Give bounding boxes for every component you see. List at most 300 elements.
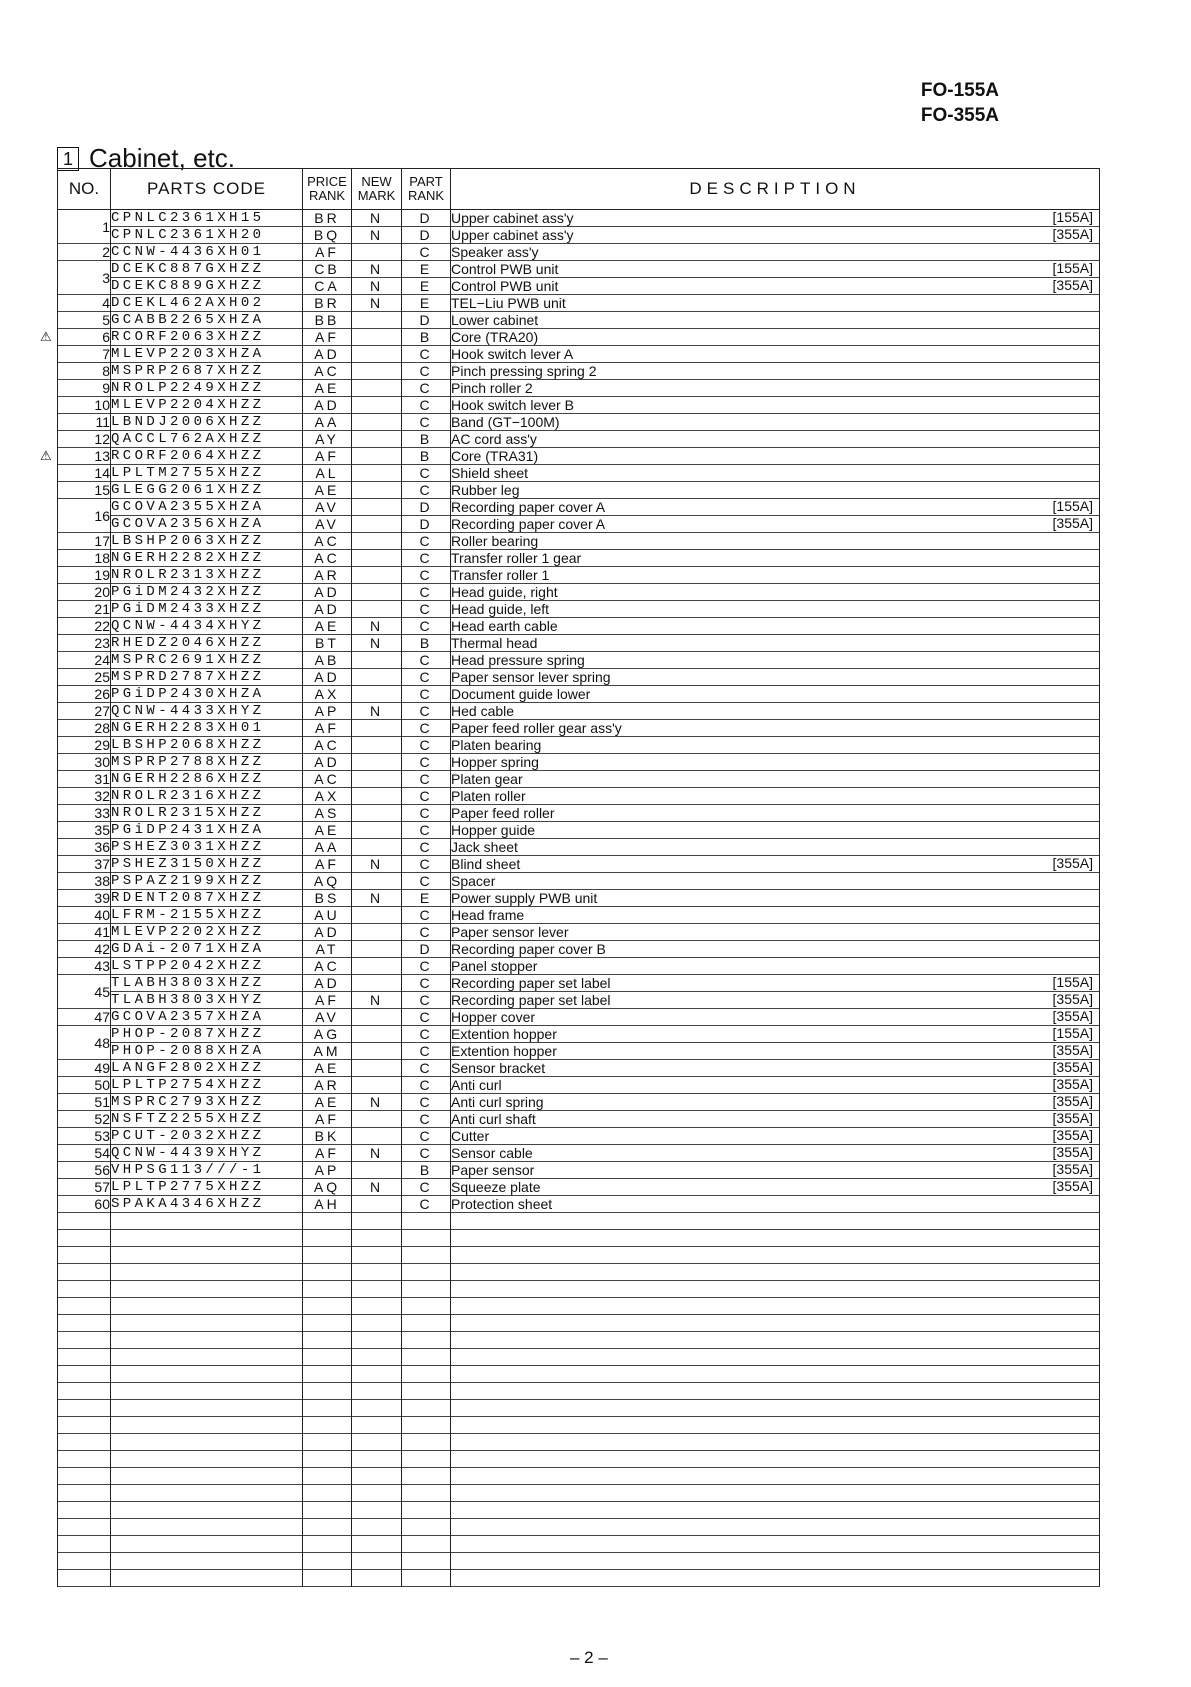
empty-cell xyxy=(402,1383,451,1400)
parts-code: GCABB2265XHZA xyxy=(111,312,303,329)
table-row xyxy=(58,754,1100,771)
table-row xyxy=(58,1145,1100,1162)
table-row xyxy=(58,312,1100,329)
part-rank: C xyxy=(402,1094,451,1111)
model-note: [155A] xyxy=(1052,498,1093,514)
description xyxy=(451,1196,1100,1213)
col-new-mark: NEW MARK xyxy=(352,169,402,210)
empty-row xyxy=(58,1553,1100,1570)
empty-cell xyxy=(352,1519,402,1536)
empty-cell xyxy=(58,1247,111,1264)
price-rank: AQ xyxy=(303,873,352,890)
parts-code: RHEDZ2046XHZZ xyxy=(111,635,303,652)
table-header-row xyxy=(58,169,1100,210)
empty-cell xyxy=(402,1553,451,1570)
empty-cell xyxy=(111,1400,303,1417)
new-mark xyxy=(352,737,402,754)
empty-cell xyxy=(451,1213,1100,1230)
empty-cell xyxy=(402,1536,451,1553)
table-row xyxy=(58,499,1100,516)
new-mark xyxy=(352,363,402,380)
description-text: Paper feed roller gear ass'y xyxy=(451,720,622,736)
empty-cell xyxy=(352,1451,402,1468)
description xyxy=(451,567,1100,584)
empty-cell xyxy=(451,1247,1100,1264)
parts-code: GCOVA2356XHZA xyxy=(111,516,303,533)
row-number: 13 xyxy=(58,448,111,465)
row-number: 8 xyxy=(58,363,111,380)
empty-cell xyxy=(58,1434,111,1451)
empty-cell xyxy=(58,1553,111,1570)
empty-cell xyxy=(58,1315,111,1332)
row-number: 52 xyxy=(58,1111,111,1128)
empty-cell xyxy=(111,1298,303,1315)
empty-cell xyxy=(303,1519,352,1536)
new-mark: N xyxy=(352,295,402,312)
model-numbers xyxy=(921,78,999,128)
description xyxy=(451,261,1100,278)
new-mark xyxy=(352,652,402,669)
new-mark xyxy=(352,805,402,822)
empty-row xyxy=(58,1315,1100,1332)
new-mark xyxy=(352,907,402,924)
model-note: [355A] xyxy=(1052,1144,1093,1160)
row-number: 57 xyxy=(58,1179,111,1196)
parts-code: LANGF2802XHZZ xyxy=(111,1060,303,1077)
empty-cell xyxy=(111,1281,303,1298)
empty-row xyxy=(58,1519,1100,1536)
parts-code: GDAi-2071XHZA xyxy=(111,941,303,958)
description-text: Cutter xyxy=(451,1128,490,1144)
table-row xyxy=(58,1026,1100,1043)
parts-code: NROLR2313XHZZ xyxy=(111,567,303,584)
part-rank: C xyxy=(402,686,451,703)
description-text: Thermal head xyxy=(451,635,538,651)
new-mark xyxy=(352,516,402,533)
empty-cell xyxy=(303,1230,352,1247)
description-text: Paper feed roller xyxy=(451,805,555,821)
description xyxy=(451,890,1100,907)
table-row xyxy=(58,1009,1100,1026)
price-rank: AC xyxy=(303,363,352,380)
row-number: 4 xyxy=(58,295,111,312)
table-row xyxy=(58,1077,1100,1094)
part-rank: D xyxy=(402,210,451,227)
row-number: 31 xyxy=(58,771,111,788)
new-mark xyxy=(352,1060,402,1077)
new-mark: N xyxy=(352,618,402,635)
row-number: 10 xyxy=(58,397,111,414)
part-rank: C xyxy=(402,601,451,618)
new-mark xyxy=(352,465,402,482)
part-rank: C xyxy=(402,958,451,975)
parts-code: NGERH2283XH01 xyxy=(111,720,303,737)
table-row xyxy=(58,1094,1100,1111)
new-mark xyxy=(352,686,402,703)
empty-cell xyxy=(58,1536,111,1553)
row-number: 12 xyxy=(58,431,111,448)
model-note: [355A] xyxy=(1052,1042,1093,1058)
part-rank: C xyxy=(402,1111,451,1128)
empty-cell xyxy=(451,1332,1100,1349)
empty-cell xyxy=(402,1400,451,1417)
price-rank: AS xyxy=(303,805,352,822)
parts-code: CPNLC2361XH15 xyxy=(111,210,303,227)
empty-cell xyxy=(58,1281,111,1298)
empty-cell xyxy=(402,1485,451,1502)
parts-code: PSPAZ2199XHZZ xyxy=(111,873,303,890)
price-rank: AE xyxy=(303,1060,352,1077)
price-rank: AV xyxy=(303,516,352,533)
description-text: Panel stopper xyxy=(451,958,538,974)
part-rank: C xyxy=(402,1196,451,1213)
description-text: Pinch roller 2 xyxy=(451,380,533,396)
empty-cell xyxy=(451,1349,1100,1366)
table-row xyxy=(58,465,1100,482)
description xyxy=(451,363,1100,380)
row-number: 16 xyxy=(58,499,111,533)
row-number: 3 xyxy=(58,261,111,295)
description xyxy=(451,380,1100,397)
new-mark xyxy=(352,1162,402,1179)
empty-cell xyxy=(352,1502,402,1519)
row-number: 22 xyxy=(58,618,111,635)
part-rank: E xyxy=(402,295,451,312)
new-mark xyxy=(352,975,402,992)
part-rank: B xyxy=(402,431,451,448)
table-row xyxy=(58,210,1100,227)
row-number: 17 xyxy=(58,533,111,550)
price-rank: AD xyxy=(303,397,352,414)
empty-cell xyxy=(352,1553,402,1570)
part-rank: C xyxy=(402,822,451,839)
empty-cell xyxy=(402,1332,451,1349)
new-mark xyxy=(352,941,402,958)
description xyxy=(451,329,1100,346)
description xyxy=(451,669,1100,686)
part-rank: B xyxy=(402,329,451,346)
empty-cell xyxy=(303,1298,352,1315)
empty-cell xyxy=(352,1264,402,1281)
empty-cell xyxy=(111,1502,303,1519)
table-row xyxy=(58,584,1100,601)
table-row xyxy=(58,890,1100,907)
empty-cell xyxy=(451,1298,1100,1315)
empty-cell xyxy=(303,1451,352,1468)
empty-cell xyxy=(58,1264,111,1281)
price-rank: BS xyxy=(303,890,352,907)
new-mark xyxy=(352,499,402,516)
empty-cell xyxy=(111,1519,303,1536)
description xyxy=(451,1094,1100,1111)
description xyxy=(451,1026,1100,1043)
table-row xyxy=(58,414,1100,431)
parts-code: DCEKC889GXHZZ xyxy=(111,278,303,295)
empty-cell xyxy=(58,1230,111,1247)
section-number: 1 xyxy=(57,147,79,171)
table-row xyxy=(58,771,1100,788)
table-row xyxy=(58,975,1100,992)
description-text: Control PWB unit xyxy=(451,261,559,277)
empty-cell xyxy=(451,1315,1100,1332)
empty-row xyxy=(58,1230,1100,1247)
description-text: Platen gear xyxy=(451,771,523,787)
model-note: [355A] xyxy=(1052,1127,1093,1143)
empty-row xyxy=(58,1349,1100,1366)
empty-row xyxy=(58,1332,1100,1349)
table-row xyxy=(58,1196,1100,1213)
new-mark xyxy=(352,567,402,584)
model-note: [355A] xyxy=(1052,1008,1093,1024)
description xyxy=(451,346,1100,363)
row-number: 60 xyxy=(58,1196,111,1213)
parts-code: CPNLC2361XH20 xyxy=(111,227,303,244)
empty-cell xyxy=(402,1349,451,1366)
parts-code: QCNW-4439XHYZ xyxy=(111,1145,303,1162)
part-rank: D xyxy=(402,499,451,516)
empty-cell xyxy=(451,1264,1100,1281)
empty-row xyxy=(58,1485,1100,1502)
part-rank: D xyxy=(402,227,451,244)
new-mark: N xyxy=(352,1145,402,1162)
price-rank: AD xyxy=(303,346,352,363)
empty-cell xyxy=(352,1434,402,1451)
description xyxy=(451,1179,1100,1196)
description xyxy=(451,1162,1100,1179)
new-mark: N xyxy=(352,635,402,652)
row-number: 39 xyxy=(58,890,111,907)
empty-row xyxy=(58,1213,1100,1230)
description xyxy=(451,1043,1100,1060)
price-rank: AP xyxy=(303,703,352,720)
model-note: [155A] xyxy=(1052,974,1093,990)
parts-code: PHOP-2087XHZZ xyxy=(111,1026,303,1043)
row-number: 54 xyxy=(58,1145,111,1162)
new-mark xyxy=(352,873,402,890)
description-text: Upper cabinet ass'y xyxy=(451,227,574,243)
description xyxy=(451,1060,1100,1077)
parts-code: NSFTZ2255XHZZ xyxy=(111,1111,303,1128)
empty-cell xyxy=(352,1315,402,1332)
part-rank: C xyxy=(402,363,451,380)
table-row xyxy=(58,244,1100,261)
description-text: Anti curl xyxy=(451,1077,502,1093)
empty-cell xyxy=(58,1570,111,1587)
part-rank: C xyxy=(402,1179,451,1196)
price-rank: AH xyxy=(303,1196,352,1213)
part-rank: C xyxy=(402,346,451,363)
section-title: Cabinet, etc. xyxy=(89,143,235,173)
empty-cell xyxy=(303,1247,352,1264)
table-row xyxy=(58,448,1100,465)
table-row xyxy=(58,924,1100,941)
price-rank: AP xyxy=(303,1162,352,1179)
parts-code: PCUT-2032XHZZ xyxy=(111,1128,303,1145)
price-rank: AR xyxy=(303,1077,352,1094)
empty-cell xyxy=(111,1315,303,1332)
table-row xyxy=(58,601,1100,618)
empty-row xyxy=(58,1383,1100,1400)
description xyxy=(451,550,1100,567)
empty-cell xyxy=(111,1434,303,1451)
price-rank: BR xyxy=(303,295,352,312)
description xyxy=(451,822,1100,839)
description-text: Paper sensor xyxy=(451,1162,535,1178)
empty-row xyxy=(58,1434,1100,1451)
table-row xyxy=(58,431,1100,448)
price-rank: AV xyxy=(303,1009,352,1026)
description xyxy=(451,618,1100,635)
parts-code: LSTPP2042XHZZ xyxy=(111,958,303,975)
empty-cell xyxy=(352,1298,402,1315)
table-row xyxy=(58,873,1100,890)
price-rank: AX xyxy=(303,788,352,805)
price-rank: AU xyxy=(303,907,352,924)
model-note: [355A] xyxy=(1052,515,1093,531)
new-mark xyxy=(352,1026,402,1043)
empty-cell xyxy=(111,1468,303,1485)
empty-cell xyxy=(451,1451,1100,1468)
description xyxy=(451,1077,1100,1094)
new-mark xyxy=(352,669,402,686)
new-mark xyxy=(352,1128,402,1145)
price-rank: AD xyxy=(303,924,352,941)
parts-code: RDENT2087XHZZ xyxy=(111,890,303,907)
new-mark xyxy=(352,397,402,414)
empty-cell xyxy=(58,1451,111,1468)
table-row xyxy=(58,805,1100,822)
description-text: Roller bearing xyxy=(451,533,539,549)
table-row xyxy=(58,397,1100,414)
description xyxy=(451,516,1100,533)
empty-cell xyxy=(352,1230,402,1247)
description xyxy=(451,720,1100,737)
empty-cell xyxy=(303,1315,352,1332)
empty-cell xyxy=(402,1315,451,1332)
new-mark: N xyxy=(352,261,402,278)
description-text: Hopper guide xyxy=(451,822,536,838)
description-text: Upper cabinet ass'y xyxy=(451,210,574,226)
description xyxy=(451,601,1100,618)
price-rank: AE xyxy=(303,618,352,635)
price-rank: AF xyxy=(303,720,352,737)
description-text: Lower cabinet xyxy=(451,312,539,328)
part-rank: C xyxy=(402,873,451,890)
empty-cell xyxy=(402,1281,451,1298)
row-number: 24 xyxy=(58,652,111,669)
empty-row xyxy=(58,1366,1100,1383)
description xyxy=(451,805,1100,822)
price-rank: BR xyxy=(303,210,352,227)
empty-cell xyxy=(451,1366,1100,1383)
part-rank: C xyxy=(402,907,451,924)
part-rank: C xyxy=(402,533,451,550)
row-number: 56 xyxy=(58,1162,111,1179)
model-note: [355A] xyxy=(1052,1059,1093,1075)
part-rank: C xyxy=(402,567,451,584)
description xyxy=(451,754,1100,771)
price-rank: AF xyxy=(303,856,352,873)
col-no: NO. xyxy=(58,169,111,210)
empty-cell xyxy=(451,1553,1100,1570)
price-rank: AF xyxy=(303,1111,352,1128)
price-rank: AC xyxy=(303,958,352,975)
description xyxy=(451,907,1100,924)
description-text: Recording paper set label xyxy=(451,975,611,991)
empty-cell xyxy=(303,1468,352,1485)
price-rank: AG xyxy=(303,1026,352,1043)
new-mark xyxy=(352,448,402,465)
description xyxy=(451,465,1100,482)
description-text: Transfer roller 1 xyxy=(451,567,550,583)
description-text: Anti curl spring xyxy=(451,1094,544,1110)
description xyxy=(451,482,1100,499)
parts-code: PGiDP2430XHZA xyxy=(111,686,303,703)
part-rank: C xyxy=(402,244,451,261)
empty-cell xyxy=(451,1434,1100,1451)
empty-cell xyxy=(402,1417,451,1434)
description-text: Sensor bracket xyxy=(451,1060,546,1076)
price-rank: AF xyxy=(303,448,352,465)
parts-code: MSPRD2787XHZZ xyxy=(111,669,303,686)
new-mark xyxy=(352,414,402,431)
empty-cell xyxy=(352,1247,402,1264)
part-rank: C xyxy=(402,482,451,499)
empty-cell xyxy=(58,1349,111,1366)
row-number: 26 xyxy=(58,686,111,703)
parts-code: NROLR2316XHZZ xyxy=(111,788,303,805)
empty-row xyxy=(58,1451,1100,1468)
new-mark xyxy=(352,482,402,499)
model-note: [355A] xyxy=(1052,991,1093,1007)
model-note: [355A] xyxy=(1052,1178,1093,1194)
new-mark xyxy=(352,720,402,737)
row-number: 30 xyxy=(58,754,111,771)
description xyxy=(451,210,1100,227)
table-row xyxy=(58,482,1100,499)
parts-code: PSHEZ3150XHZZ xyxy=(111,856,303,873)
new-mark xyxy=(352,346,402,363)
description xyxy=(451,771,1100,788)
part-rank: C xyxy=(402,652,451,669)
price-rank: BB xyxy=(303,312,352,329)
price-rank: BK xyxy=(303,1128,352,1145)
model-note: [355A] xyxy=(1052,1076,1093,1092)
parts-code: MSPRC2691XHZZ xyxy=(111,652,303,669)
empty-cell xyxy=(111,1366,303,1383)
row-number: 53 xyxy=(58,1128,111,1145)
table-row xyxy=(58,227,1100,244)
price-rank: AC xyxy=(303,737,352,754)
parts-code: MLEVP2202XHZZ xyxy=(111,924,303,941)
part-rank: C xyxy=(402,618,451,635)
new-mark xyxy=(352,533,402,550)
empty-cell xyxy=(451,1383,1100,1400)
row-number: 21 xyxy=(58,601,111,618)
table-row xyxy=(58,533,1100,550)
price-rank: AE xyxy=(303,380,352,397)
empty-cell xyxy=(111,1264,303,1281)
empty-cell xyxy=(451,1502,1100,1519)
description xyxy=(451,1111,1100,1128)
parts-code: MSPRP2687XHZZ xyxy=(111,363,303,380)
col-description: DESCRIPTION xyxy=(451,169,1100,210)
description xyxy=(451,737,1100,754)
new-mark: N xyxy=(352,1094,402,1111)
price-rank: CB xyxy=(303,261,352,278)
empty-cell xyxy=(352,1570,402,1587)
table-row xyxy=(58,907,1100,924)
